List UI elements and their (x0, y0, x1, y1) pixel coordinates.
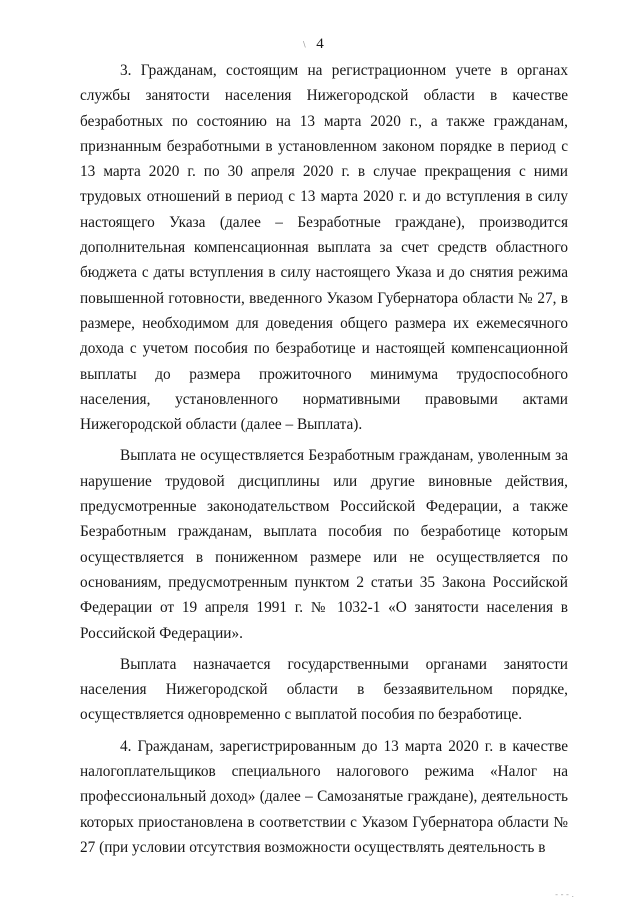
paragraph-payment-assignment: Выплата назначается государственными органами занятости населения Нижегородской области в беззаявительном порядке, осуществляется одновременно с выплатой пособия по безработице. (80, 655, 568, 724)
paragraph-clause-3: 3. Гражданам, состоящим на регистрационном учете в органах службы занятости населения Нижегородской области в качестве безработных по состоянию на 13 марта 2020 г., а также гражданам, признанным безработными в установленном законом порядке в период с 13 марта 2020 г. по 30 апреля 2020 г. в случае прекращения с ними трудовых отношений в период с 13 марта 2020 г. и до вступления в силу настоящего Указа (далее – Безработные граждане), производится дополнительная компенсационная выплата за счет средств областного бюджета с даты вступления в силу настоящего Указа и до снятия режима повышенной готовности, введенного Указом Губернатора области № 27, в размере, необходимом для доведения общего размера их ежемесячного дохода с учетом пособия по безработице и настоящей компенсационной выплаты до размера прожиточного минимума трудоспособного населения, установленного нормативными правовыми актами Нижегородской области (далее – Выплата). (80, 62, 568, 434)
page-number: 4 (316, 36, 324, 52)
paragraph-payment-exclusions: Выплата не осуществляется Безработным гражданам, уволенным за нарушение трудовой дисциплины или другие виновные действия, предусмотренные законодательством Российской Федерации, а также Безработным гражданам, выплата пособия по безработице которым осуществляется в пониженном размере или не осуществляется по основаниям, предусмотренным пунктом 2 статьи 35 Закона Российской Федерации от 19 апреля 1991 г. № 1032-1 «О занятости населения в Российской Федерации». (80, 447, 568, 642)
scan-mark-bottom: - - - . (555, 890, 574, 899)
document-body (80, 58, 568, 860)
paragraph-clause-4: 4. Гражданам, зарегистрированным до 13 марта 2020 г. в качестве налогоплательщиков специального налогового режима «Налог на профессиональный доход» (далее – Самозанятые граждане), деятельность которых приостановлена в соответствии с Указом Губернатора области № 27 (при условии отсутствия возможности осуществлять деятельность в (80, 737, 568, 856)
scan-mark-top: \ (303, 40, 306, 49)
